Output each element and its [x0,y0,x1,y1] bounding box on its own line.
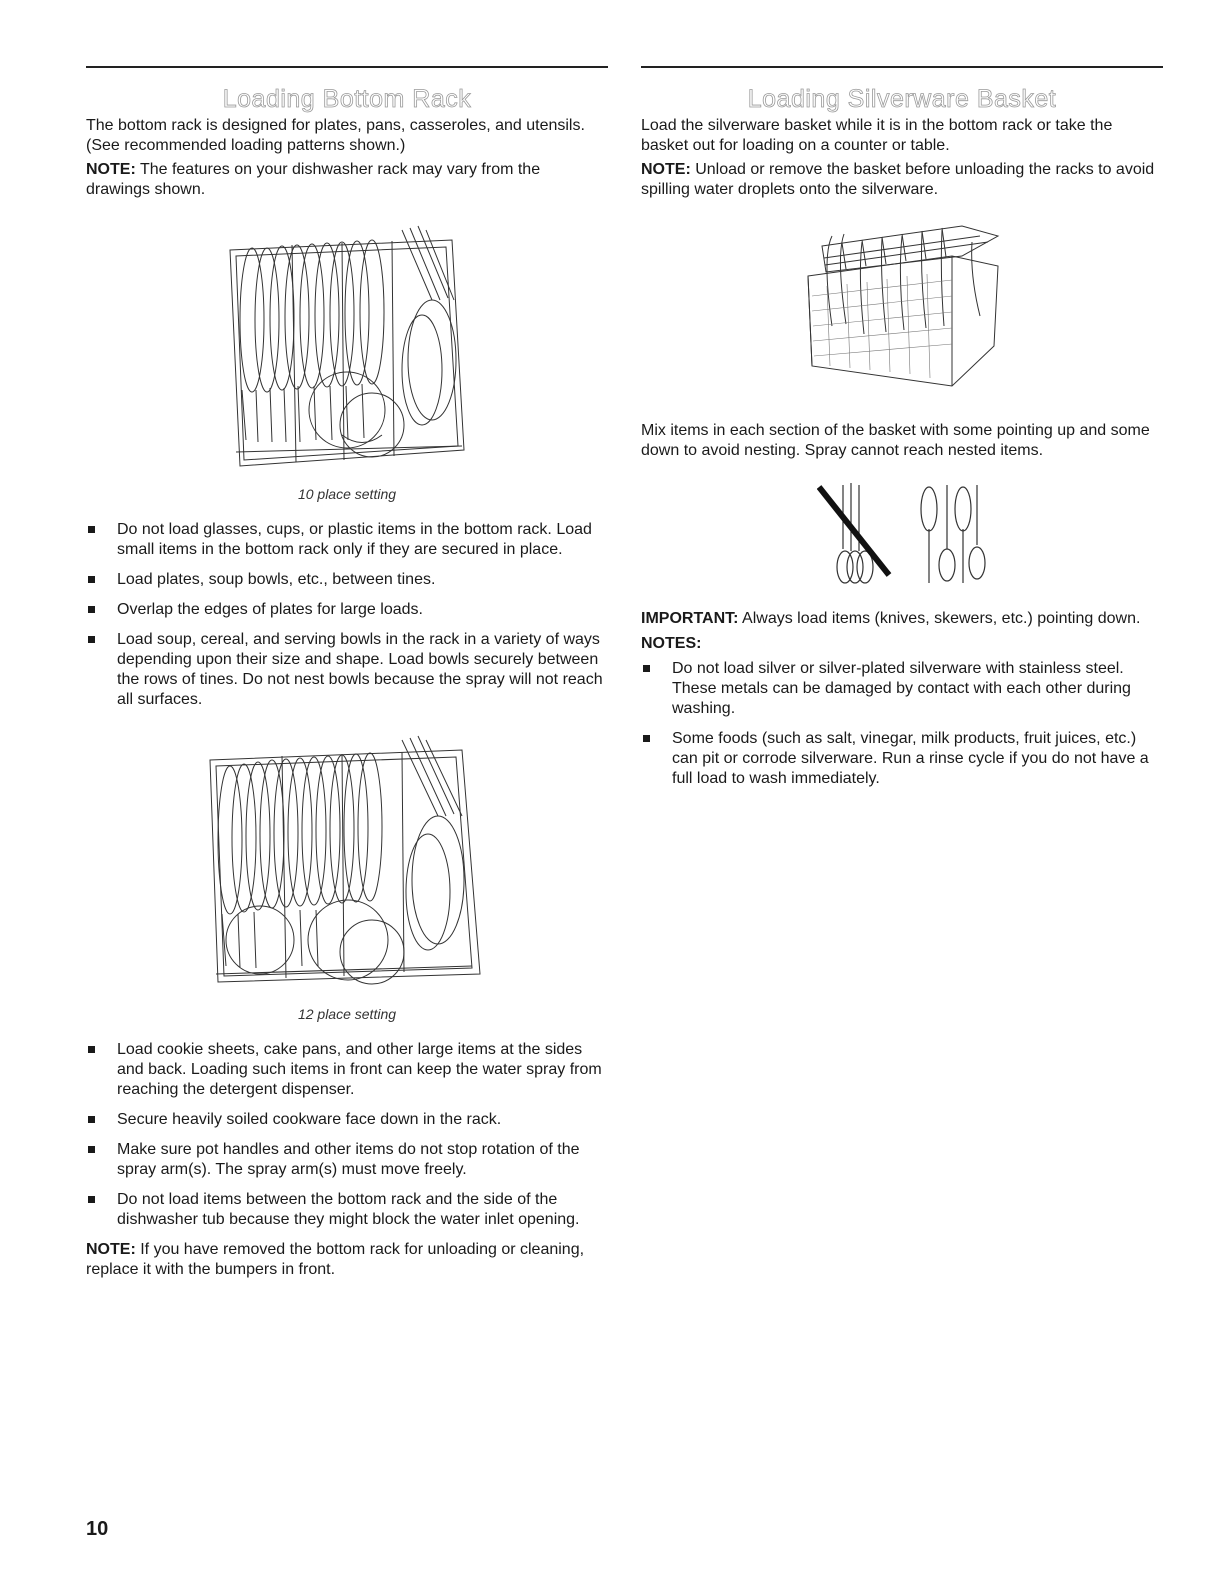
left-column [86,66,608,1284]
bottom-rack-intro: The bottom rack is designed for plates, pans, casseroles, and utensils. (See recommended loading patterns shown.) [86,117,585,154]
silverware-note [641,160,1163,200]
caption-twelve-place: 12 place setting [297,1006,397,1022]
list-item: Make sure pot handles and other items do not stop rotation of the spray arm(s). The spray arm(s) must move freely. [86,1140,608,1180]
list-item: Do not load items between the bottom rack and the side of the dishwasher tub because they might block the water inlet opening. [86,1190,608,1230]
twelve-place-setting-illustration [202,730,492,1000]
ten-place-setting-illustration [222,220,472,480]
bottom-rack-heading: Loading Bottom Rack [222,85,472,113]
note-text: Unload or remove the basket before unloading the racks to avoid spilling water droplets onto the silverware. [641,161,1155,198]
bottom-rack-note [86,160,608,200]
bottom-rack-note-2 [86,1240,608,1280]
list-item: Do not load silver or silver-plated silverware with stainless steel. These metals can be damaged by contact with each other during washing. [641,659,1163,719]
section-rule [641,66,1163,68]
list-item: Do not load glasses, cups, or plastic items in the bottom rack. Load small items in the bottom rack only if they are secured in place. [86,520,608,560]
important-body: Always load items (knives, skewers, etc.) pointing down. [738,610,1141,627]
list-item: Load cookie sheets, cake pans, and other large items at the sides and back. Loading such items in front can keep the water spray from reaching the detergent dispenser. [86,1040,608,1100]
notes-heading: NOTES: [641,635,702,652]
silverware-intro: Load the silverware basket while it is in the bottom rack or take the basket out for loading on a counter or table. [641,117,1113,154]
page-number: 10 [86,1518,109,1540]
list-item: Secure heavily soiled cookware face down in the rack. [86,1110,608,1130]
bottom-rack-bullets-2 [86,1040,608,1230]
list-item: Overlap the edges of plates for large loads. [86,600,608,620]
important-text [641,609,1163,629]
note-label: NOTE: [86,161,136,178]
mix-items-text: Mix items in each section of the basket with some pointing up and some down to avoid nesting. Spray cannot reach nested items. [641,422,1150,459]
note-label: NOTE: [86,1241,136,1258]
silverware-basket-heading: Loading Silverware Basket [747,85,1057,113]
silverware-basket-illustration [802,216,1002,391]
note-text: If you have removed the bottom rack for unloading or cleaning, replace it with the bumpers in front. [86,1241,585,1278]
note-text: The features on your dishwasher rack may vary from the drawings shown. [86,161,541,198]
list-item: Load soup, cereal, and serving bowls in the rack in a variety of ways depending upon their size and shape. Load bowls securely between the rows of tines. Do not nest bowls because the spray will not reach all surfaces. [86,630,608,710]
list-item: Load plates, soup bowls, etc., between tines. [86,570,608,590]
caption-ten-place: 10 place setting [297,486,397,502]
important-label: IMPORTANT: [641,610,739,627]
list-item: Some foods (such as salt, vinegar, milk products, fruit juices, etc.) can pit or corrode silverware. Run a rinse cycle if you do not have a full load to wash immediately. [641,729,1163,789]
silverware-notes [641,659,1163,789]
nesting-silverware-illustration [817,479,987,589]
section-rule [86,66,608,68]
note-label: NOTE: [641,161,691,178]
bottom-rack-bullets-1 [86,520,608,710]
right-column [641,66,1163,799]
